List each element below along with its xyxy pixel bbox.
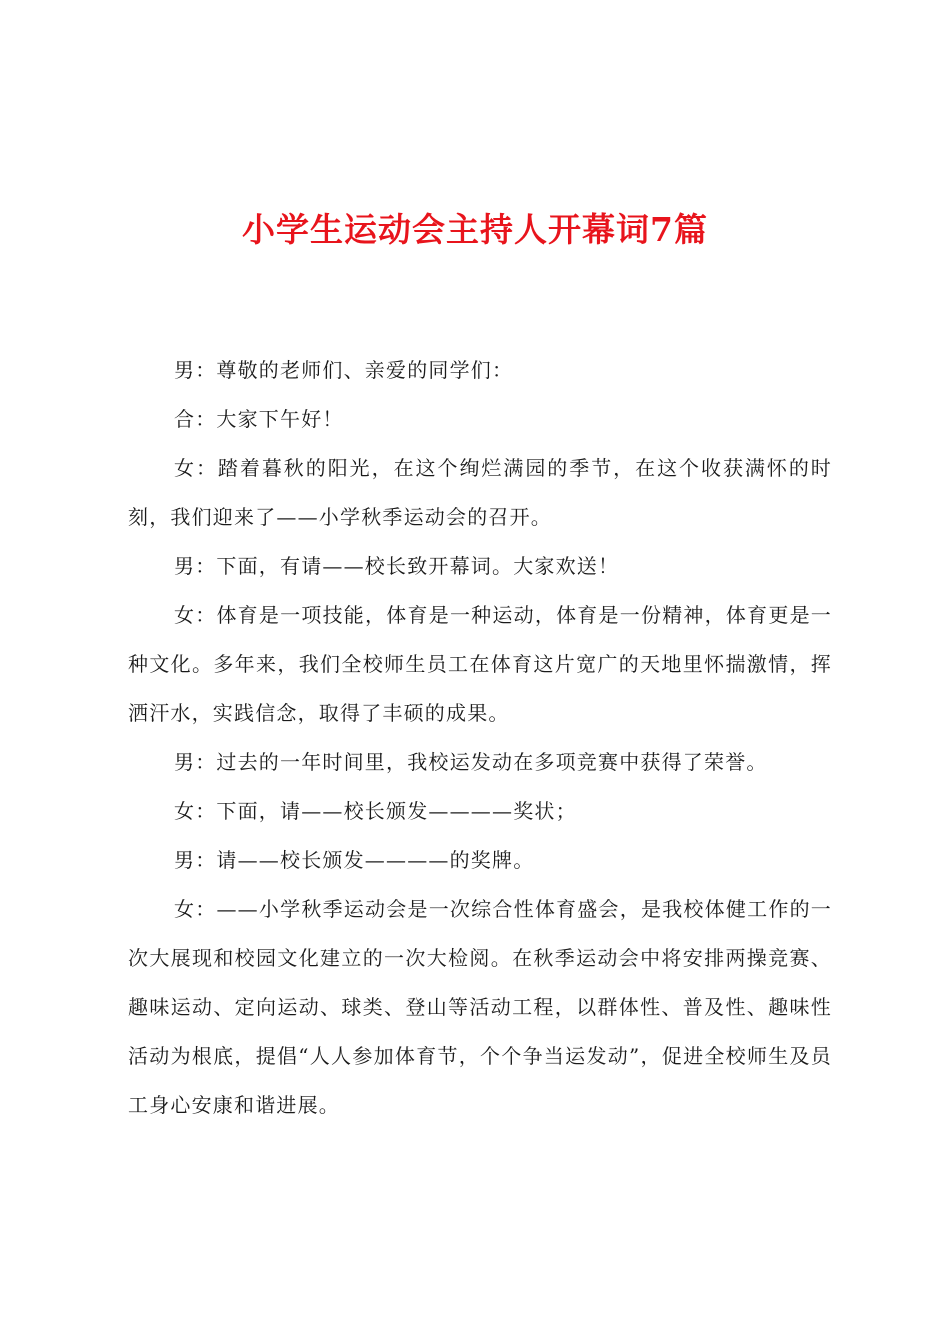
paragraph-4: 男：下面，有请——校长致开幕词。大家欢送！	[174, 554, 620, 578]
paragraph-7: 女：下面，请——校长颁发————奖状；	[174, 799, 577, 823]
document-title: 小学生运动会主持人开幕词7篇	[242, 210, 708, 249]
paragraph-6: 男：过去的一年时间里，我校运发动在多项竞赛中获得了荣誉。	[174, 750, 768, 774]
paragraph-2: 合：大家下午好！	[174, 407, 344, 431]
paragraph-9: 女：——小学秋季运动会是一次综合性体育盛会，是我校体健工作的一次大展现和校园文化建立的一次大检阅。在秋季运动会中将安排两操竞赛、趣味运动、定向运动、球类、登山等活动工程，以群体性、普及性、趣味性活动为根底，提倡“人人参加体育节，个个争当运发动”，促进全校师生及员工身心安康和谐进展。	[128, 897, 832, 1117]
document-body	[128, 346, 832, 1130]
paragraph-8: 男：请——校长颁发————的奖牌。	[174, 848, 535, 872]
paragraph-1: 男：尊敬的老师们、亲爱的同学们：	[174, 358, 514, 382]
paragraph-5: 女：体育是一项技能，体育是一种运动，体育是一份精神，体育更是一种文化。多年来，我们全校师生员工在体育这片宽广的天地里怀揣激情，挥洒汗水，实践信念，取得了丰硕的成果。	[128, 603, 832, 725]
paragraph-3: 女：踏着暮秋的阳光，在这个绚烂满园的季节，在这个收获满怀的时刻，我们迎来了——小学秋季运动会的召开。	[128, 456, 832, 529]
